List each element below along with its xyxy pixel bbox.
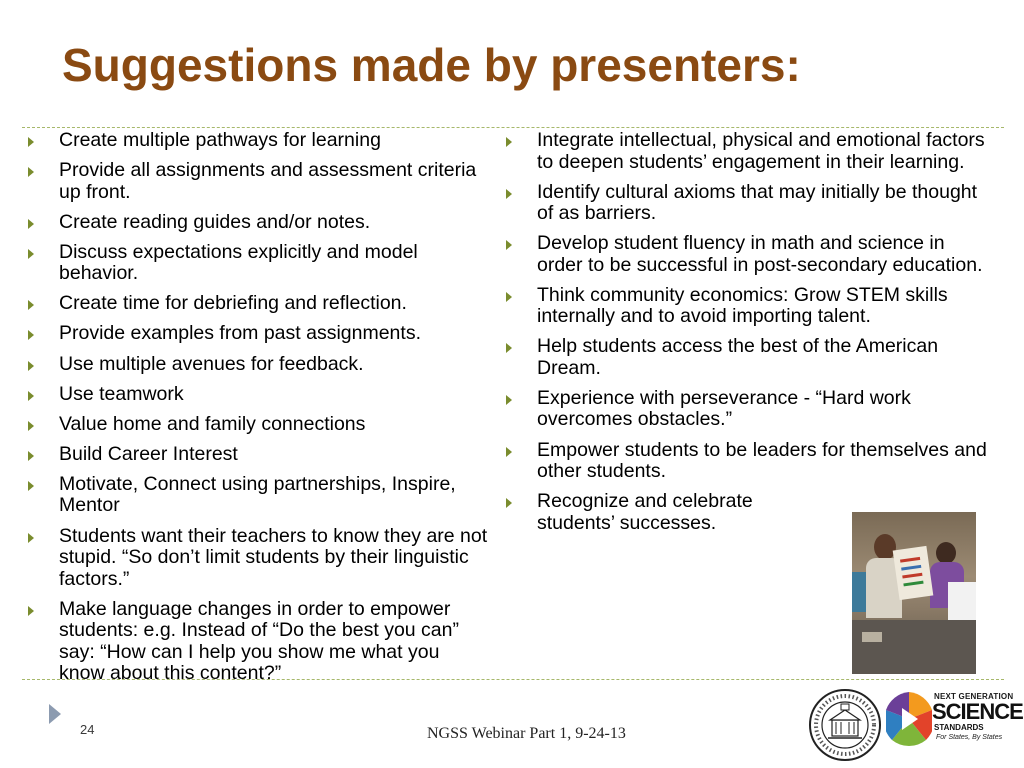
ngss-sub-text: STANDARDS [934,723,984,732]
slide-arrow-icon [49,704,61,724]
list-item: Provide all assignments and assessment criteria up front. [28,160,488,203]
washington-ospi-seal-icon [808,688,882,762]
list-item: Recognize and celebrate students’ successes. [506,491,807,534]
triangle-bullet-icon [506,395,512,405]
triangle-bullet-icon [28,249,34,259]
list-item: Use multiple avenues for feedback. [28,354,488,376]
list-item: Motivate, Connect using partnerships, Inspire, Mentor [28,474,488,517]
triangle-bullet-icon [28,330,34,340]
list-item: Value home and family connections [28,414,488,436]
list-item: Build Career Interest [28,444,488,466]
triangle-bullet-icon [28,606,34,616]
list-item: Identify cultural axioms that may initially be thought of as barriers. [506,182,991,225]
top-divider [22,127,1004,128]
list-item: Integrate intellectual, physical and emotional factors to deepen students’ engagement in their learning. [506,130,991,173]
list-item: Discuss expectations explicitly and model behavior. [28,242,488,285]
triangle-bullet-icon [506,137,512,147]
triangle-bullet-icon [28,421,34,431]
classroom-photo [852,512,976,674]
ngss-tagline: For States, By States [936,734,1003,741]
ngss-top-text: NEXT GENERATION [934,692,1014,701]
triangle-bullet-icon [506,343,512,353]
list-item: Empower students to be leaders for themselves and other students. [506,440,991,483]
list-item: Use teamwork [28,384,488,406]
list-item: Create time for debriefing and reflection. [28,293,488,315]
left-bullet-list [28,130,488,693]
ngss-pinwheel-icon [886,690,932,748]
triangle-bullet-icon [28,137,34,147]
triangle-bullet-icon [506,189,512,199]
triangle-bullet-icon [28,391,34,401]
ngss-logo [886,690,1023,748]
slide-title: Suggestions made by presenters: [62,39,801,91]
list-item: Provide examples from past assignments. [28,323,488,345]
list-item: Develop student fluency in math and science in order to be successful in post-secondary education. [506,233,991,276]
list-item: Create multiple pathways for learning [28,130,488,152]
list-item: Experience with perseverance - “Hard work overcomes obstacles.” [506,388,991,431]
list-item: Help students access the best of the American Dream. [506,336,991,379]
list-item: Make language changes in order to empower students: e.g. Instead of “Do the best you can” say: “How can I help you show me what you know about this content?” [28,599,488,685]
triangle-bullet-icon [28,361,34,371]
triangle-bullet-icon [506,292,512,302]
triangle-bullet-icon [28,219,34,229]
list-item: Create reading guides and/or notes. [28,212,488,234]
triangle-bullet-icon [28,300,34,310]
triangle-bullet-icon [28,533,34,543]
triangle-bullet-icon [506,240,512,250]
triangle-bullet-icon [28,451,34,461]
ngss-main-text: SCIENCE [932,699,1023,724]
triangle-bullet-icon [28,167,34,177]
list-item: Think community economics: Grow STEM skills internally and to avoid importing talent. [506,285,991,328]
triangle-bullet-icon [28,481,34,491]
list-item: Students want their teachers to know they are not stupid. “So don’t limit students by their linguistic factors.” [28,526,488,591]
footer-text: NGSS Webinar Part 1, 9-24-13 [427,725,626,742]
bottom-divider [22,679,1004,680]
page-number: 24 [80,722,95,737]
right-bullet-list [506,130,991,543]
triangle-bullet-icon [506,447,512,457]
triangle-bullet-icon [506,498,512,508]
